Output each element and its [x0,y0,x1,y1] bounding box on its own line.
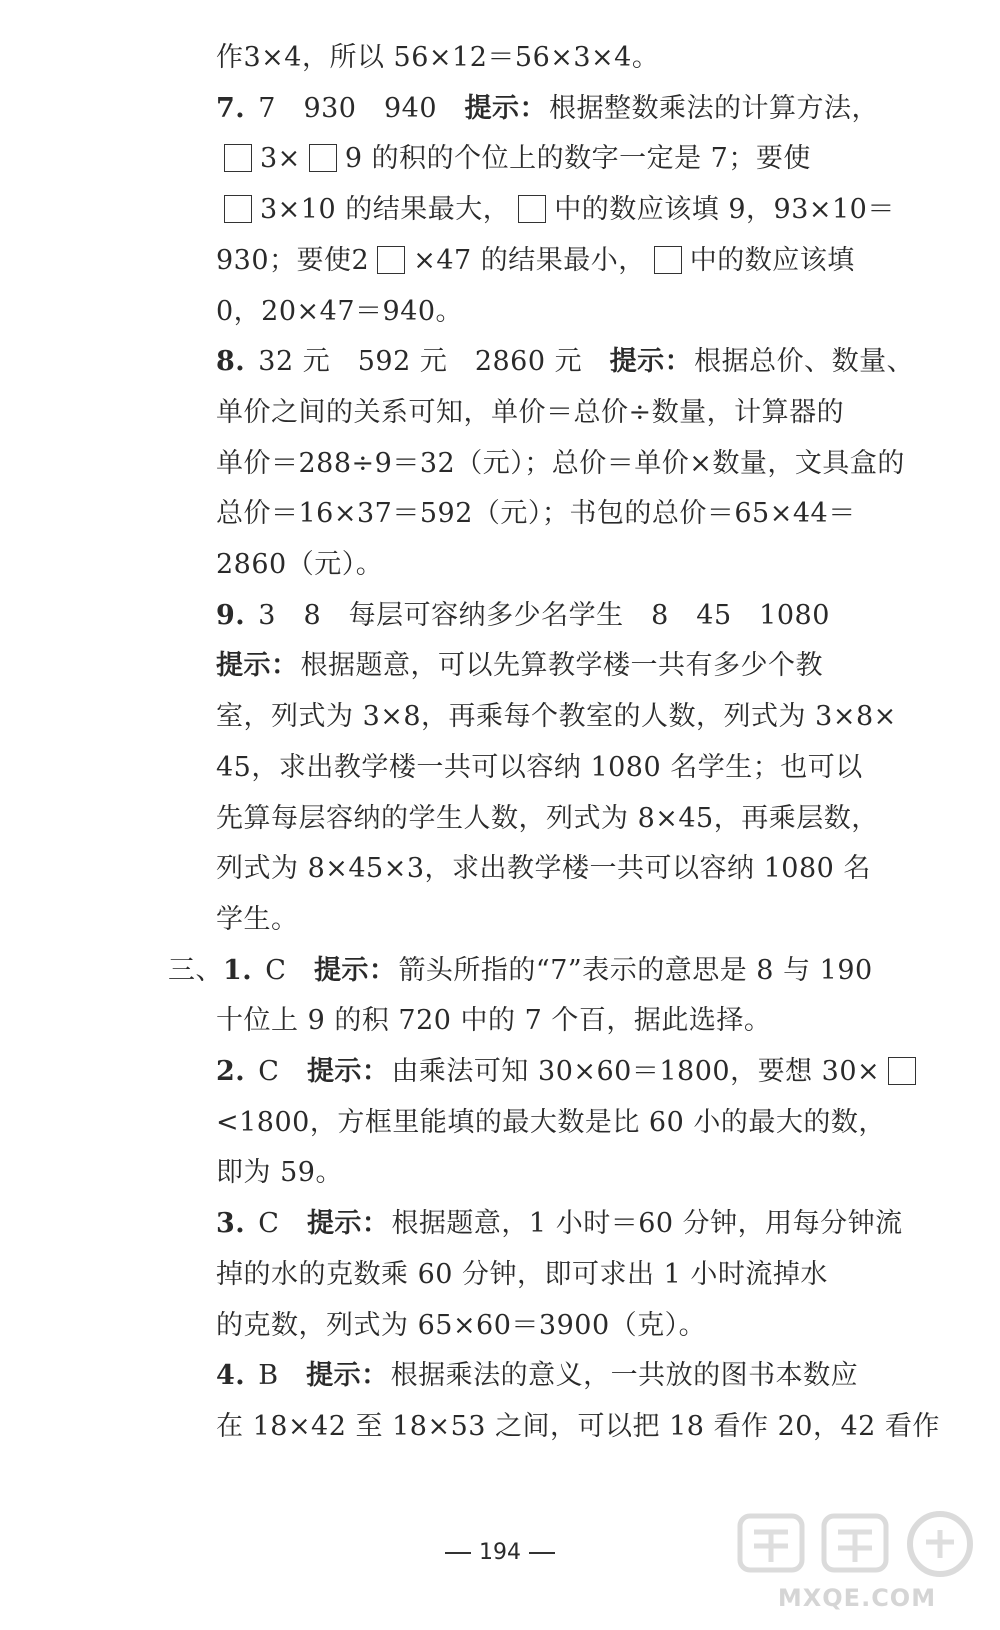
text-line [216,849,871,889]
text-line [216,748,863,788]
blank-box [224,195,252,223]
text-segment: 9 的积的个位上的数字一定是 7；要使 [344,143,811,175]
text-line [216,1103,886,1143]
text-segment: 45，求出教学楼一共可以容纳 1080 名学生；也可以 [216,751,863,783]
text-line [216,444,905,484]
watermark-emblem-icon [732,1502,982,1582]
hint-label: 提示： [464,92,548,124]
text-segment: 3×10 的结果最大， [260,194,511,226]
text-segment: 即为 59。 [216,1157,343,1189]
hint-label: 提示： [306,1208,390,1240]
text-segment: 中的数应该填 9，93×10＝ [554,194,895,226]
text-segment: C [249,1056,307,1087]
text-line [216,38,659,78]
blank-box [377,246,405,274]
text-segment: 总价＝16×37＝592（元）；书包的总价＝65×44＝ [216,498,856,530]
text-segment: 室，列式为 3×8，再乘每个教室的人数，列式为 3×8× [216,701,897,733]
question-number: 9. [216,599,246,631]
text-segment: 3× [260,143,301,175]
text-segment: B [249,1360,307,1392]
text-line [216,1255,828,1295]
hint-label: 提示： [216,650,299,682]
question-number: 3. [216,1208,246,1240]
text-segment: 由乘法可知 30×60＝1800，要想 30× [391,1056,881,1087]
blank-box [888,1057,916,1085]
text-line [216,89,879,129]
text-segment: 在 18×42 至 18×53 之间，可以把 18 看作 20，42 看作 [216,1410,940,1442]
text-line [216,292,463,332]
text-segment: 32 元 592 元 2860 元 [249,346,610,378]
text-segment: 3 8 每层可容纳多少名学生 8 45 1080 [249,599,830,631]
text-segment: 根据题意，可以先算教学楼一共有多少个教 [300,650,823,682]
text-line [216,1204,903,1244]
text-segment: 单价之间的关系可知，单价＝总价÷数量，计算器的 [216,396,845,428]
text-segment: <1800，方框里能填的最大数是比 60 小的最大的数， [216,1106,886,1138]
blank-box [309,144,337,172]
text-segment: 三、 [168,954,223,986]
text-line [216,697,897,737]
question-number: 8. [216,346,246,378]
text-line [216,393,844,433]
text-segment: 根据总价、数量、 [694,346,915,378]
text-line [216,1306,706,1346]
watermark-logo [732,1502,982,1612]
text-segment: ×47 的结果最小， [413,244,646,276]
page-number-dash-left [445,1552,471,1554]
text-segment: 中的数应该填 [689,244,855,276]
text-segment: 十位上 9 的积 720 中的 7 个百，据此选择。 [216,1005,772,1037]
question-number: 4. [216,1360,246,1392]
text-segment: 0，20×47＝940。 [216,295,464,327]
text-line [216,494,856,534]
page-number-dash-right [529,1552,555,1554]
text-segment: 的克数，列式为 65×60＝3900（克）。 [216,1309,707,1341]
text-segment: 列式为 8×45×3，求出教学楼一共可以容纳 1080 名 [216,853,871,885]
text-line [216,545,383,585]
text-line [216,1153,343,1193]
question-number: 1. [223,954,253,986]
text-segment: 掉的水的克数乘 60 分钟，即可求出 1 小时流掉水 [216,1258,828,1290]
page-number-text: 194 [479,1540,521,1565]
text-segment: 2860（元）。 [216,549,384,580]
hint-label: 提示： [313,954,397,986]
text-line [216,1356,858,1396]
text-segment: C [256,954,314,986]
text-line [168,951,873,991]
text-line [216,190,895,230]
text-line [216,596,830,636]
blank-box [654,246,682,274]
text-line [216,342,914,382]
hint-label: 提示： [306,1360,389,1392]
text-segment: 根据整数乘法的计算方法， [549,92,880,124]
text-segment: 作3×4，所以 56×12＝56×3×4。 [216,42,660,73]
text-line [216,1001,771,1041]
hint-label: 提示： [306,1056,390,1087]
text-segment: 7 930 940 [249,92,465,124]
hint-label: 提示： [609,346,693,378]
text-segment: 先算每层容纳的学生人数，列式为 8×45，再乘层数， [216,802,879,834]
text-segment: 根据题意，1 小时＝60 分钟，用每分钟流 [391,1208,903,1240]
text-line [216,900,299,940]
text-line [216,799,879,839]
question-number: 7. [216,92,246,124]
text-line [216,1407,940,1447]
text-line [216,139,811,179]
text-segment: 930；要使2 [216,244,370,276]
text-segment: 根据乘法的意义，一共放的图书本数应 [390,1360,859,1392]
blank-box [518,195,546,223]
text-segment: C [249,1208,307,1240]
text-line [216,1052,924,1092]
watermark-url: MXQE.COM [777,1584,937,1612]
question-number: 2. [216,1056,246,1087]
text-segment: 单价＝288÷9＝32（元）；总价＝单价×数量，文具盒的 [216,447,905,479]
text-line [216,646,823,686]
text-segment: 学生。 [216,903,299,935]
blank-box [224,144,252,172]
text-line [216,241,855,281]
text-segment: 箭头所指的“7”表示的意思是 8 与 190 [398,954,873,986]
